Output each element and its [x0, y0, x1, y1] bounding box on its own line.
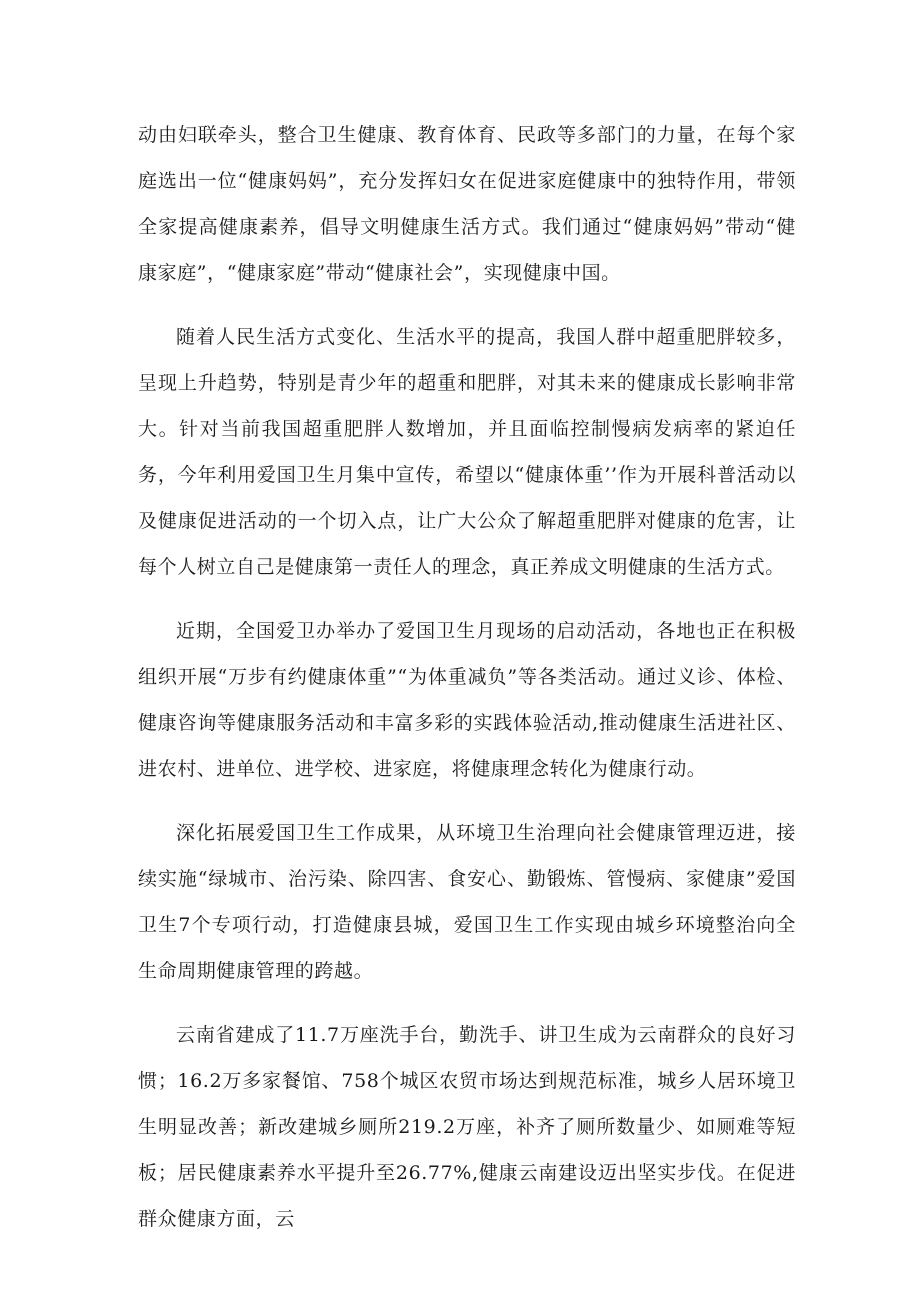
paragraph-1: 动由妇联牵头，整合卫生健康、教育体育、民政等多部门的力量，在每个家庭选出一位“健康妈妈”，充分发挥妇女在促进家庭健康中的独特作用，带领全家提高健康素养，倡导文明健康生活方式。我们通过“健康妈妈”带动“健康家庭”，“健康家庭”带动“健康社会”，实现健康中国。 — [138, 124, 796, 284]
paragraph-4: 深化拓展爱国卫生工作成果，从环境卫生治理向社会健康管理迈进，接续实施“绿城市、治污染、除四害、食安心、勤锻炼、管慢病、家健康”爱国卫生7个专项行动，打造健康县城，爱国卫生工作实现由城乡环境整治向全生命周期健康管理的跨越。 — [138, 822, 796, 982]
paragraph-3: 近期，全国爱卫办举办了爱国卫生月现场的启动活动，各地也正在积极组织开展“万步有约健康体重”“为体重减负”等各类活动。通过义诊、体检、健康咨询等健康服务活动和丰富多彩的实践体验活动,推动健康生活进社区、进农村、进单位、进学校、进家庭，将健康理念转化为健康行动。 — [138, 620, 796, 780]
paragraph-2: 随着人民生活方式变化、生活水平的提高，我国人群中超重肥胖较多，呈现上升趋势，特别是青少年的超重和肥胖，对其未来的健康成长影响非常大。针对当前我国超重肥胖人数增加，并且面临控制慢病发病率的紧迫任务，今年利用爱国卫生月集中宣传，希望以“健康体重’’作为开展科普活动以及健康促进活动的一个切入点，让广大公众了解超重肥胖对健康的危害，让每个人树立自己是健康第一责任人的理念，真正养成文明健康的生活方式。 — [138, 326, 796, 578]
paragraph-5: 云南省建成了11.7万座洗手台，勤洗手、讲卫生成为云南群众的良好习惯；16.2万多家餐馆、758个城区农贸市场达到规范标准，城乡人居环境卫生明显改善；新改建城乡厕所219.2万座，补齐了厕所数量少、如厕难等短板；居民健康素养水平提升至26.77%,健康云南建设迈出坚实步伐。在促进群众健康方面，云 — [138, 1024, 796, 1230]
